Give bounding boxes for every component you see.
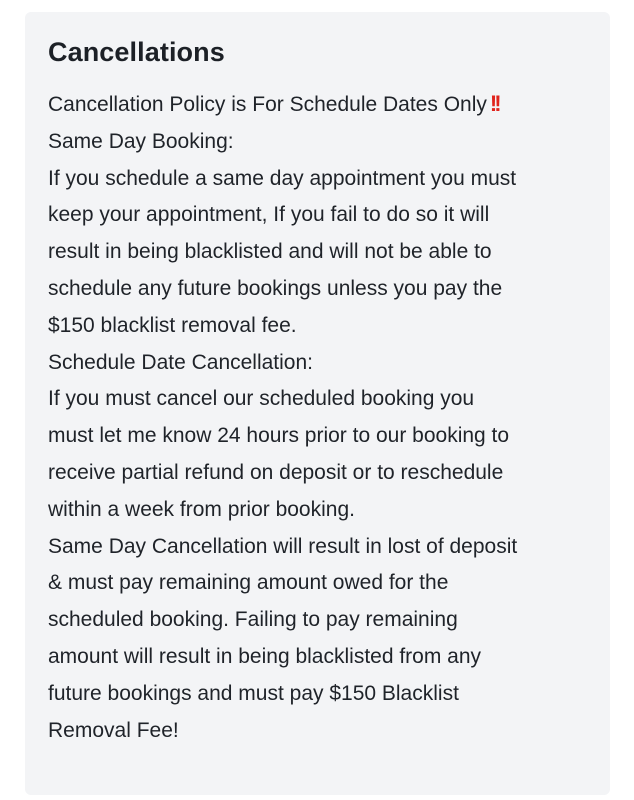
policy-line-text: Cancellation Policy is For Schedule Dates Only <box>48 93 487 116</box>
text-line: Removal Fee! <box>48 718 179 742</box>
cancellations-card <box>25 12 610 795</box>
text-line: result in being blacklisted and will not be able to <box>48 240 492 264</box>
text-line: & must pay remaining amount owed for the <box>48 571 449 595</box>
text-line: future bookings and must pay $150 Blacklist <box>48 681 459 705</box>
policy-line <box>48 86 590 124</box>
text-line: If you schedule a same day appointment you must <box>48 166 517 190</box>
section-title: Cancellations <box>48 37 225 67</box>
text-line: within a week from prior booking. <box>48 497 355 521</box>
text-line: Same Day Booking: <box>48 129 234 153</box>
text-line: receive partial refund on deposit or to reschedule <box>48 460 504 484</box>
text-line: schedule any future bookings unless you pay the <box>48 276 503 300</box>
text-line: amount will result in being blacklisted from any <box>48 644 482 668</box>
text-line: keep your appointment, If you fail to do so it will <box>48 203 490 227</box>
text-line: must let me know 24 hours prior to our booking to <box>48 424 510 448</box>
text-line: scheduled booking. Failing to pay remaining <box>48 608 458 632</box>
text-line: If you must cancel our scheduled booking you <box>48 387 475 411</box>
text-line: $150 blacklist removal fee. <box>48 313 297 337</box>
double-exclamation-icon: !! <box>489 91 499 116</box>
text-line: Same Day Cancellation will result in lost of deposit <box>48 534 518 558</box>
text-line: Schedule Date Cancellation: <box>48 350 314 374</box>
policy-text <box>48 86 590 749</box>
